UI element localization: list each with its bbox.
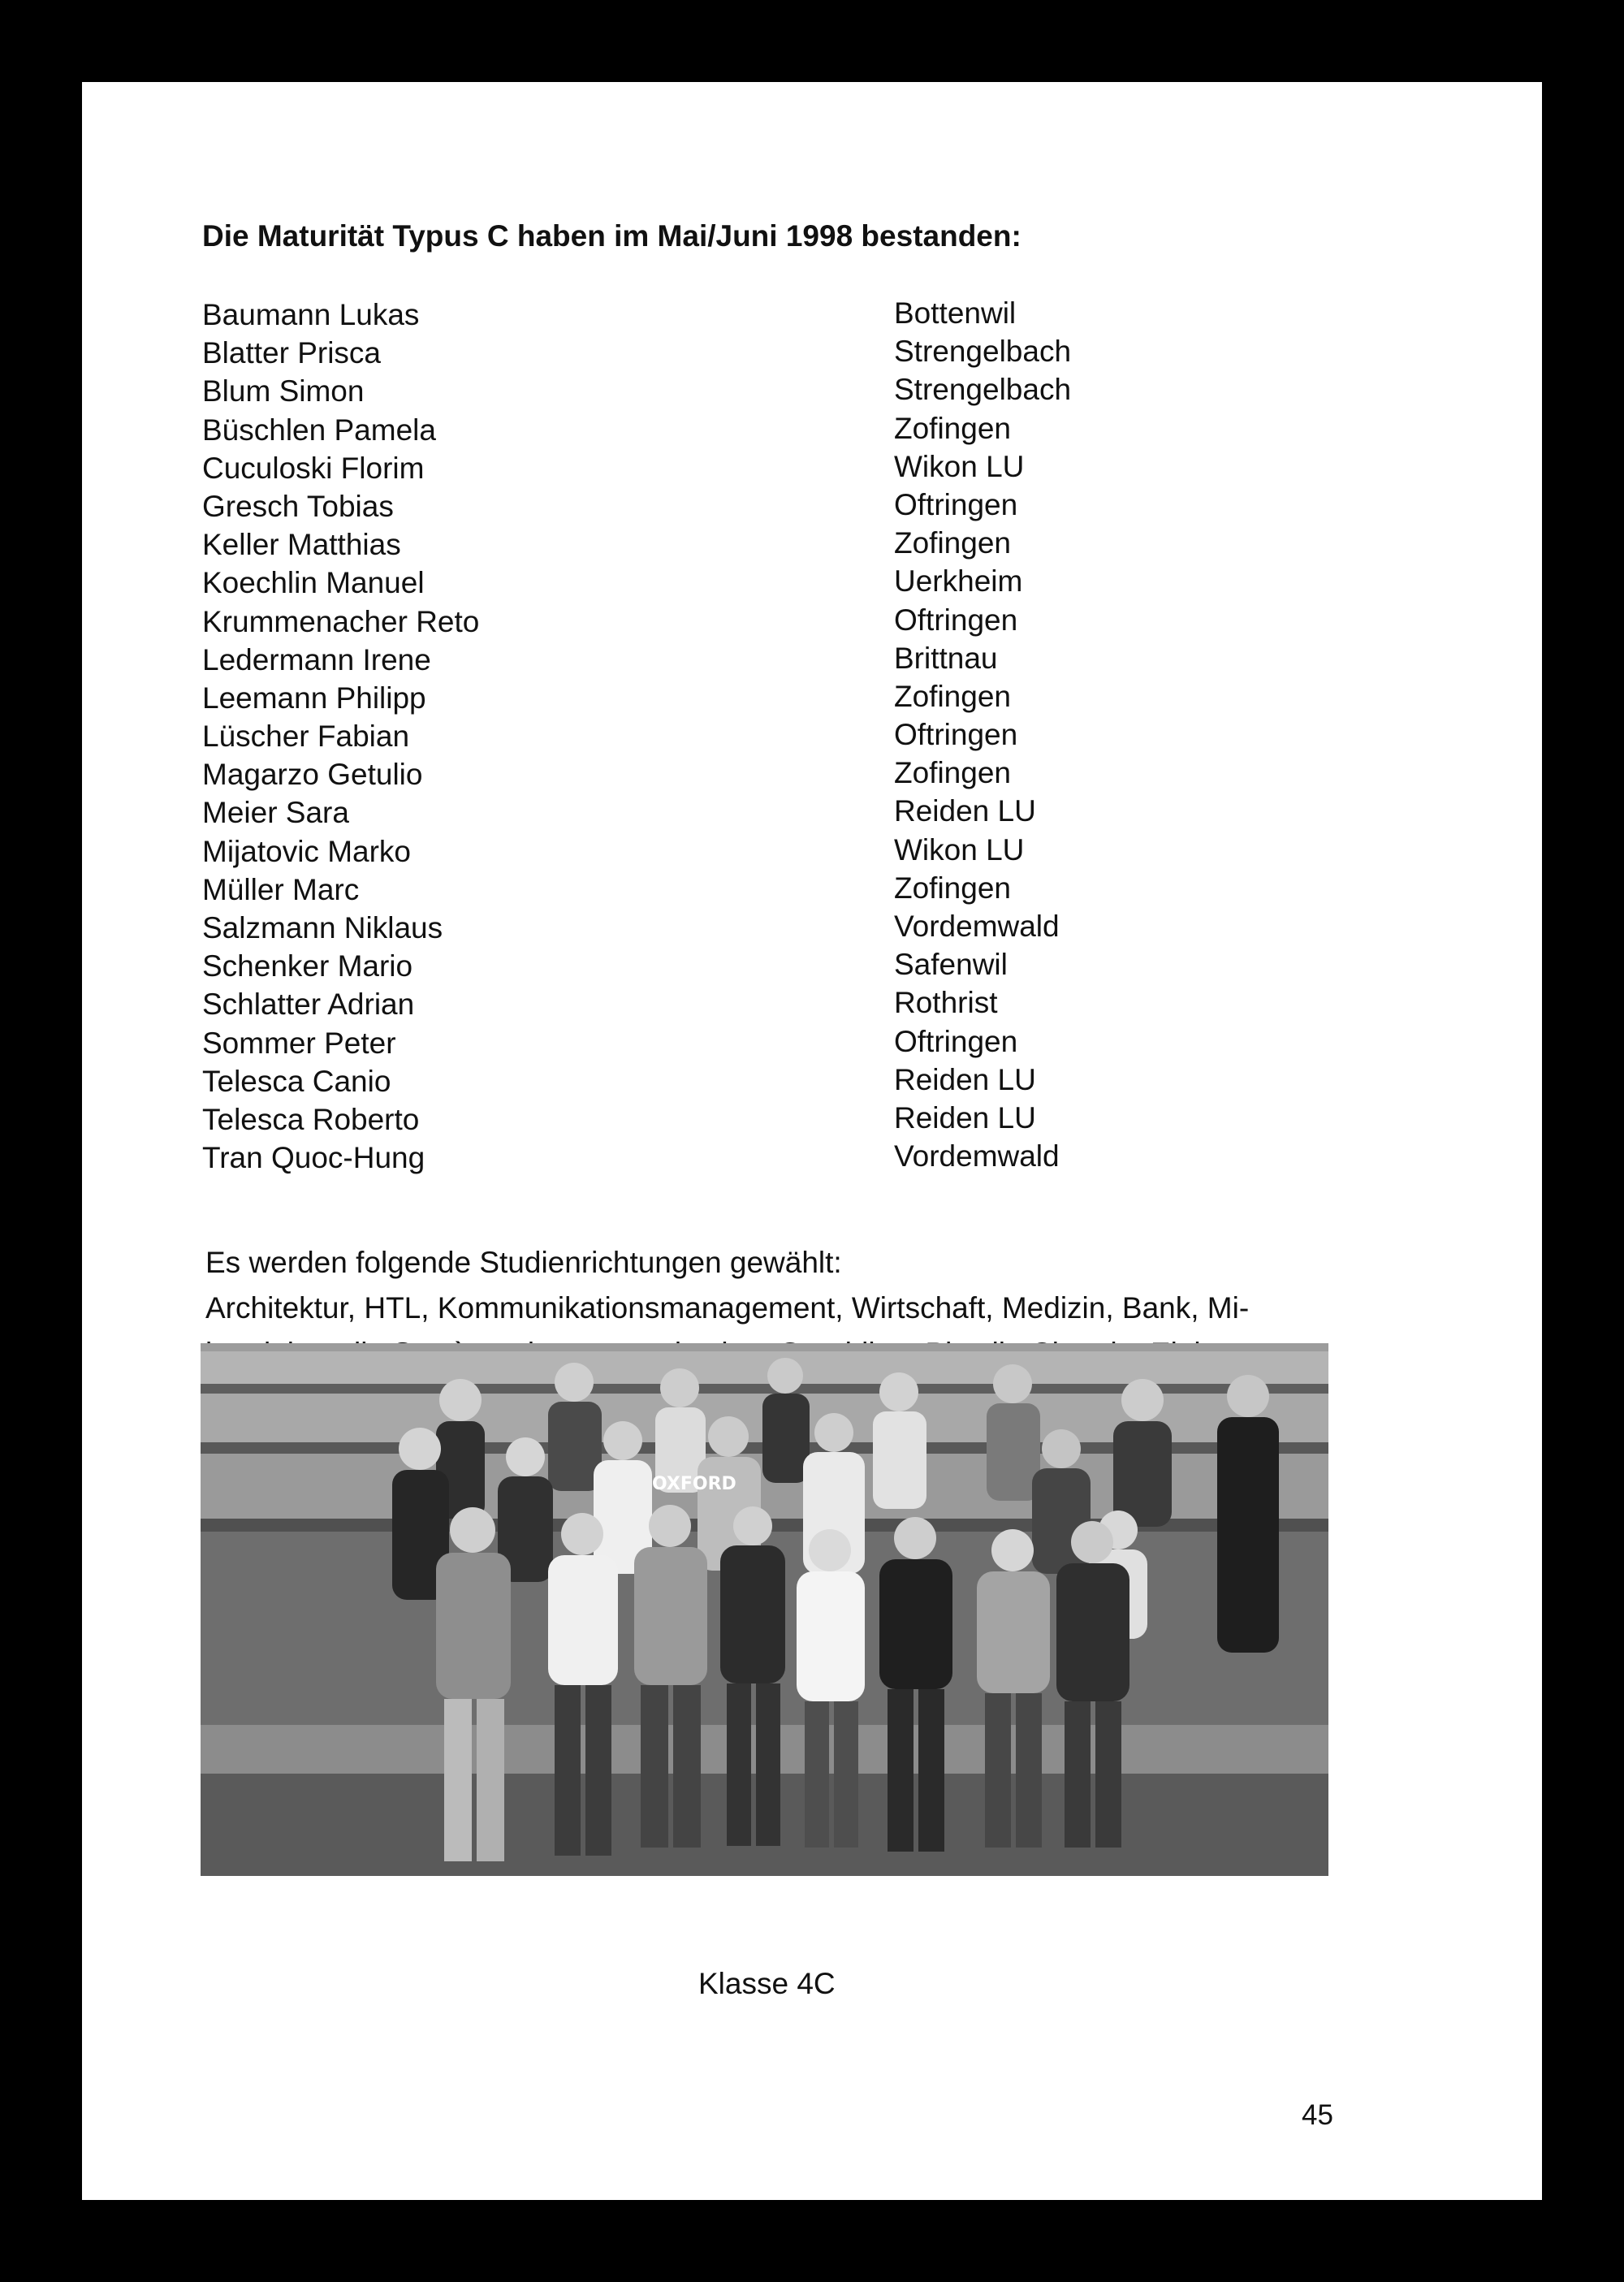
graduate-place: Vordemwald [894, 1139, 1060, 1173]
graduate-place: Oftringen [894, 718, 1018, 752]
graduate-name: Gresch Tobias [202, 489, 394, 523]
graduate-place: Vordemwald [894, 910, 1060, 943]
graduate-place: Reiden LU [894, 1100, 1036, 1135]
class-photo-illustration [201, 1343, 1328, 1876]
graduate-name: Ledermann Irene [202, 642, 431, 676]
graduate-name: Büschlen Pamela [202, 413, 436, 447]
graduate-place: Zofingen [894, 871, 1011, 905]
graduate-name: Schenker Mario [202, 949, 413, 983]
graduate-name: Sommer Peter [202, 1026, 396, 1060]
graduate-name: Blum Simon [202, 374, 365, 408]
graduate-place: Uerkheim [894, 564, 1023, 599]
graduate-place: Zofingen [894, 411, 1011, 445]
graduate-place: Reiden LU [894, 1062, 1036, 1096]
study-intro: Es werden folgende Studienrichtungen gewählt: [205, 1246, 842, 1279]
class-photo [201, 1343, 1328, 1876]
page-number: 45 [1302, 2099, 1333, 2131]
graduate-name: Müller Marc [202, 872, 360, 906]
graduate-name: Krummenacher Reto [202, 604, 480, 638]
graduate-name: Lüscher Fabian [202, 720, 410, 754]
graduate-name: Telesca Roberto [202, 1102, 420, 1136]
graduate-name: Telesca Canio [202, 1064, 391, 1098]
graduate-name: Meier Sara [202, 796, 349, 830]
graduate-place: Oftringen [894, 487, 1018, 521]
graduate-place: Zofingen [894, 679, 1011, 713]
graduate-name: Cuculoski Florim [202, 451, 425, 485]
graduate-name: Keller Matthias [202, 528, 401, 562]
graduate-name: Magarzo Getulio [202, 758, 423, 792]
graduate-name: Tran Quoc-Hung [202, 1141, 425, 1175]
graduate-place: Oftringen [894, 603, 1018, 637]
graduate-name-list [202, 296, 479, 1177]
graduate-place: Oftringen [894, 1024, 1018, 1058]
graduate-name: Leemann Philipp [202, 681, 426, 715]
graduate-name: Mijatovic Marko [202, 834, 411, 868]
graduate-name: Blatter Prisca [202, 336, 382, 370]
page-heading: Die Maturität Typus C haben im Mai/Juni 1998 bestanden: [202, 219, 1021, 253]
graduate-place: Strengelbach [894, 335, 1072, 369]
graduate-place: Brittnau [894, 641, 998, 675]
graduate-place: Rothrist [894, 986, 998, 1020]
graduate-place: Bottenwil [894, 296, 1017, 330]
graduate-place: Reiden LU [894, 794, 1036, 828]
shirt-text: OXFORD [652, 1474, 736, 1494]
graduate-place-list [894, 294, 1071, 1175]
graduate-place: Zofingen [894, 756, 1011, 790]
graduate-name: Baumann Lukas [202, 298, 420, 331]
graduate-place: Safenwil [894, 948, 1008, 982]
graduate-place: Wikon LU [894, 832, 1025, 867]
graduate-name: Schlatter Adrian [202, 988, 415, 1022]
graduate-place: Zofingen [894, 526, 1011, 560]
graduate-place: Wikon LU [894, 449, 1025, 483]
graduate-place: Strengelbach [894, 373, 1072, 407]
graduate-name: Salzmann Niklaus [202, 911, 443, 944]
study-line: Architektur, HTL, Kommunikationsmanagement, Wirtschaft, Medizin, Bank, Mi- [205, 1291, 1250, 1325]
graduate-name: Koechlin Manuel [202, 566, 425, 600]
photo-caption: Klasse 4C [698, 1967, 836, 2000]
